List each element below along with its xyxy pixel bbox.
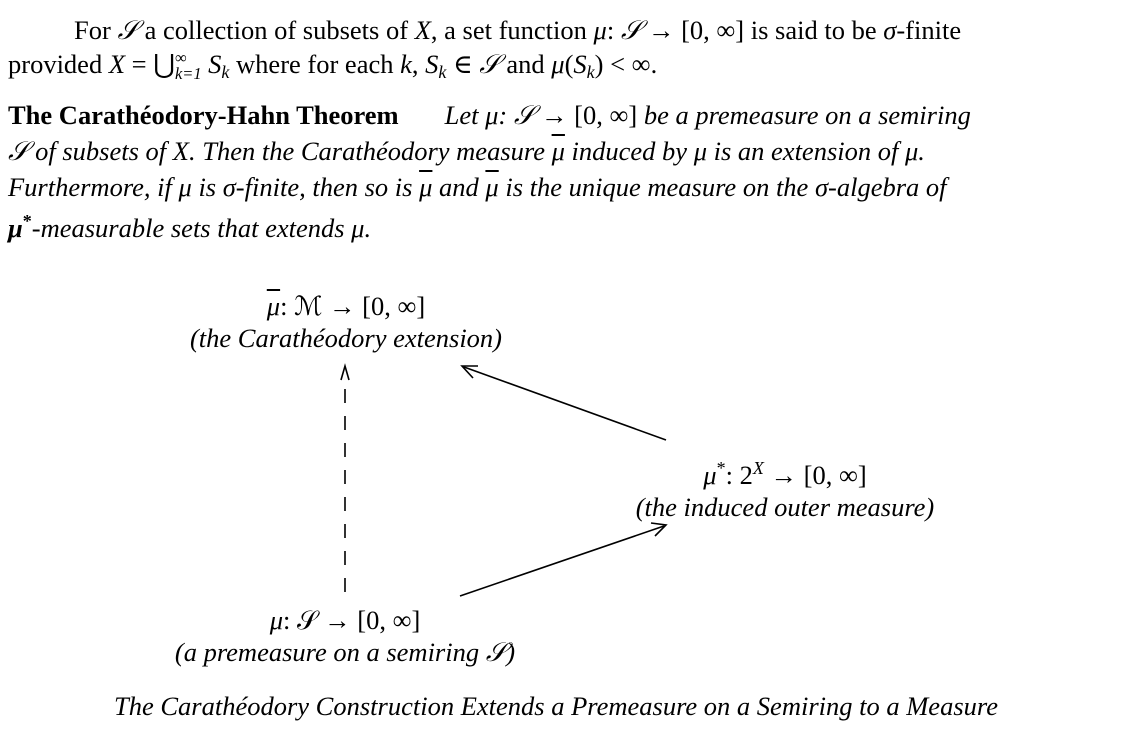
dashed-arrow-head (341, 366, 349, 380)
theorem-name: The Carathéodory-Hahn Theorem (8, 100, 399, 130)
extension-label: (the Carathéodory extension) (189, 323, 503, 353)
arrow-premeasure-to-outer (460, 526, 664, 596)
arrow-outer-to-extension (464, 367, 666, 440)
extension-map: $\overline{\mu}$: ℳ → [0, ∞] (266, 291, 426, 321)
definition-line-2: provided X = ⋃∞ k=1 $S_k$ where for each k, $S_k$ ∈ 𝒮 and $\mu(S_k)$ < ∞. (8, 48, 658, 83)
theorem-line-4: μ*-measurable sets that extends μ. (8, 211, 372, 243)
premeasure-map: μ: 𝒮 → [0, ∞] (269, 605, 421, 635)
theorem-line-1: The Carathéodory-Hahn Theorem Let μ: 𝒮 → [0, ∞] be a premeasure on a semiring (8, 100, 971, 130)
definition-line-1: For 𝒮 a collection of subsets of X, a set function μ: 𝒮 → [0, ∞] is said to be σ-finite (74, 15, 962, 45)
outer-measure-label: (the induced outer measure) (635, 491, 935, 522)
theorem-line-3: Furthermore, if μ is σ-finite, then so is $\overline{\mu}$ and $\overline{\mu}$ is the unique measure on the σ-algebra of (8, 172, 947, 202)
theorem-line-2: 𝒮 of subsets of X. Then the Carathéodory measure $\overline{\mu}$ induced by μ is an extension of μ. (8, 136, 925, 166)
figure-caption: The Carathéodory Construction Extends a Premeasure on a Semiring to a Measure (114, 691, 998, 721)
premeasure-label: (a premeasure on a semiring 𝒮) (174, 637, 516, 667)
outer-measure-map: μ*: $2^X \to [0$, ∞] (703, 458, 867, 490)
